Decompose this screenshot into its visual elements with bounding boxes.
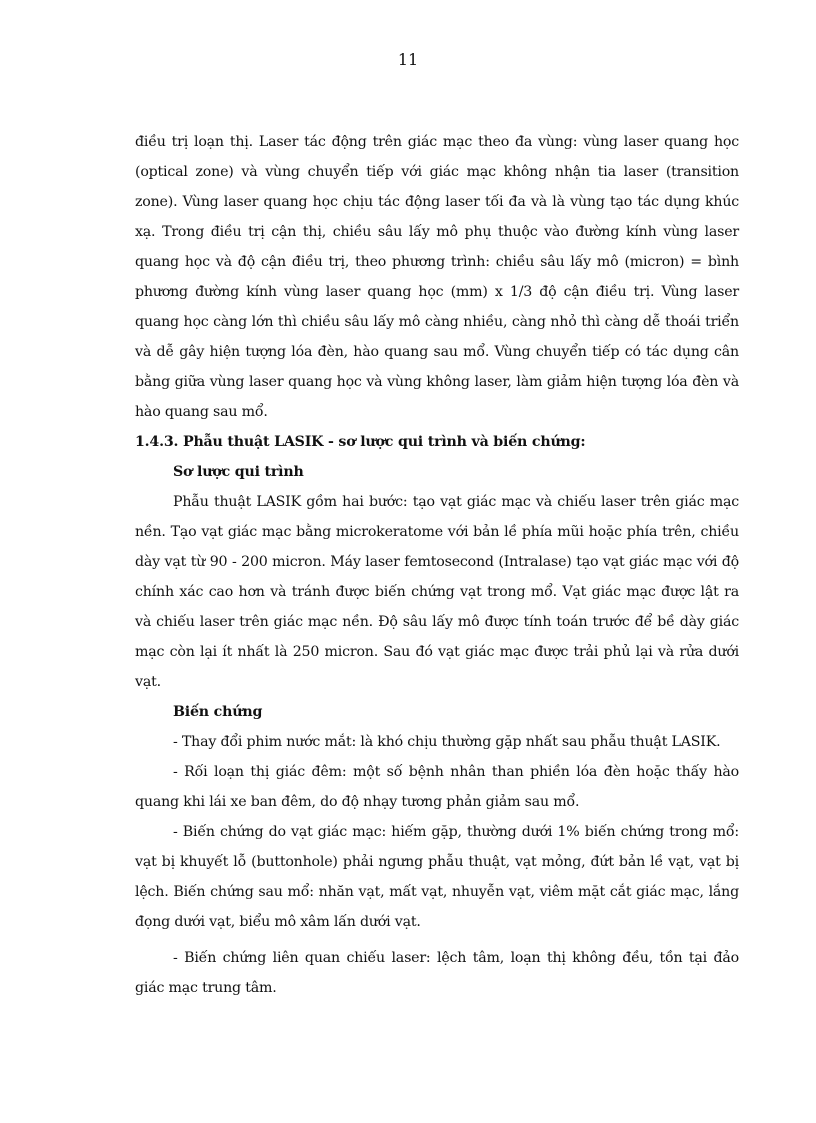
paragraph-laser-zones: điều trị loạn thị. Laser tác động trên giác mạc theo đa vùng: vùng laser quang học (optical zone) và vùng chuyển tiếp với giác mạc không nhận tia laser (transition zone). Vùng laser quang học chịu tác động laser tối đa và là vùng tạo tác dụng khúc xạ. Trong điều trị cận thị, chiều sâu lấy mô phụ thuộc vào đường kính vùng laser quang học và độ cận điều trị, theo phương trình: chiều sâu lấy mô (micron) = bình phương đường kính vùng laser quang học (mm) x 1/3 độ cận điều trị. Vùng laser quang học càng lớn thì chiều sâu lấy mô càng nhiều, càng nhỏ thì càng dễ thoái triển và dễ gây hiện tượng lóa đèn, hào quang sau mổ. Vùng chuyển tiếp có tác dụng cân bằng giữa vùng laser quang học và vùng không laser, làm giảm hiện tượng lóa đèn và hào quang sau mổ. — [135, 134, 739, 420]
section-heading: 1.4.3. Phẫu thuật LASIK - sơ lược qui trình và biến chứng: — [135, 434, 586, 450]
paragraph-procedure: Phẫu thuật LASIK gồm hai bước: tạo vạt giác mạc và chiếu laser trên giác mạc nền. Tạo vạt giác mạc bằng microkeratome với bản lề phía mũi hoặc phía trên, chiều dày vạt từ 90 - 200 micron. Máy laser femtosecond (Intralase) tạo vạt giác mạc với độ chính xác cao hơn và tránh được biến chứng vạt trong mổ. Vạt giác mạc được lật ra và chiếu laser trên giác mạc nền. Độ sâu lấy mô được tính toán trước để bề dày giác mạc còn lại ít nhất là 250 micron. Sau đó vạt giác mạc được trải phủ lại và rửa dưới vạt. — [135, 494, 739, 690]
page-number: 11 — [397, 50, 419, 69]
subheading-complications: Biến chứng — [173, 704, 263, 720]
document-body — [135, 127, 739, 1003]
complication-item: - Biến chứng do vạt giác mạc: hiếm gặp, thường dưới 1% biến chứng trong mổ: vạt bị khuyết lỗ (buttonhole) phải ngưng phẫu thuật, vạt mỏng, đứt bản lề vạt, vạt bị lệch. Biến chứng sau mổ: nhăn vạt, mất vạt, nhuyễn vạt, viêm mặt cắt giác mạc, lắng đọng dưới vạt, biểu mô xâm lấn dưới vạt. — [135, 824, 739, 930]
subheading-procedure: Sơ lược qui trình — [173, 464, 304, 480]
complication-item: - Thay đổi phim nước mắt: là khó chịu thường gặp nhất sau phẫu thuật LASIK. — [173, 734, 721, 750]
complication-item: - Biến chứng liên quan chiếu laser: lệch tâm, loạn thị không đều, tồn tại đảo giác mạc trung tâm. — [135, 950, 739, 996]
complication-item: - Rối loạn thị giác đêm: một số bệnh nhân than phiền lóa đèn hoặc thấy hào quang khi lái xe ban đêm, do độ nhạy tương phản giảm sau mổ. — [135, 764, 739, 810]
